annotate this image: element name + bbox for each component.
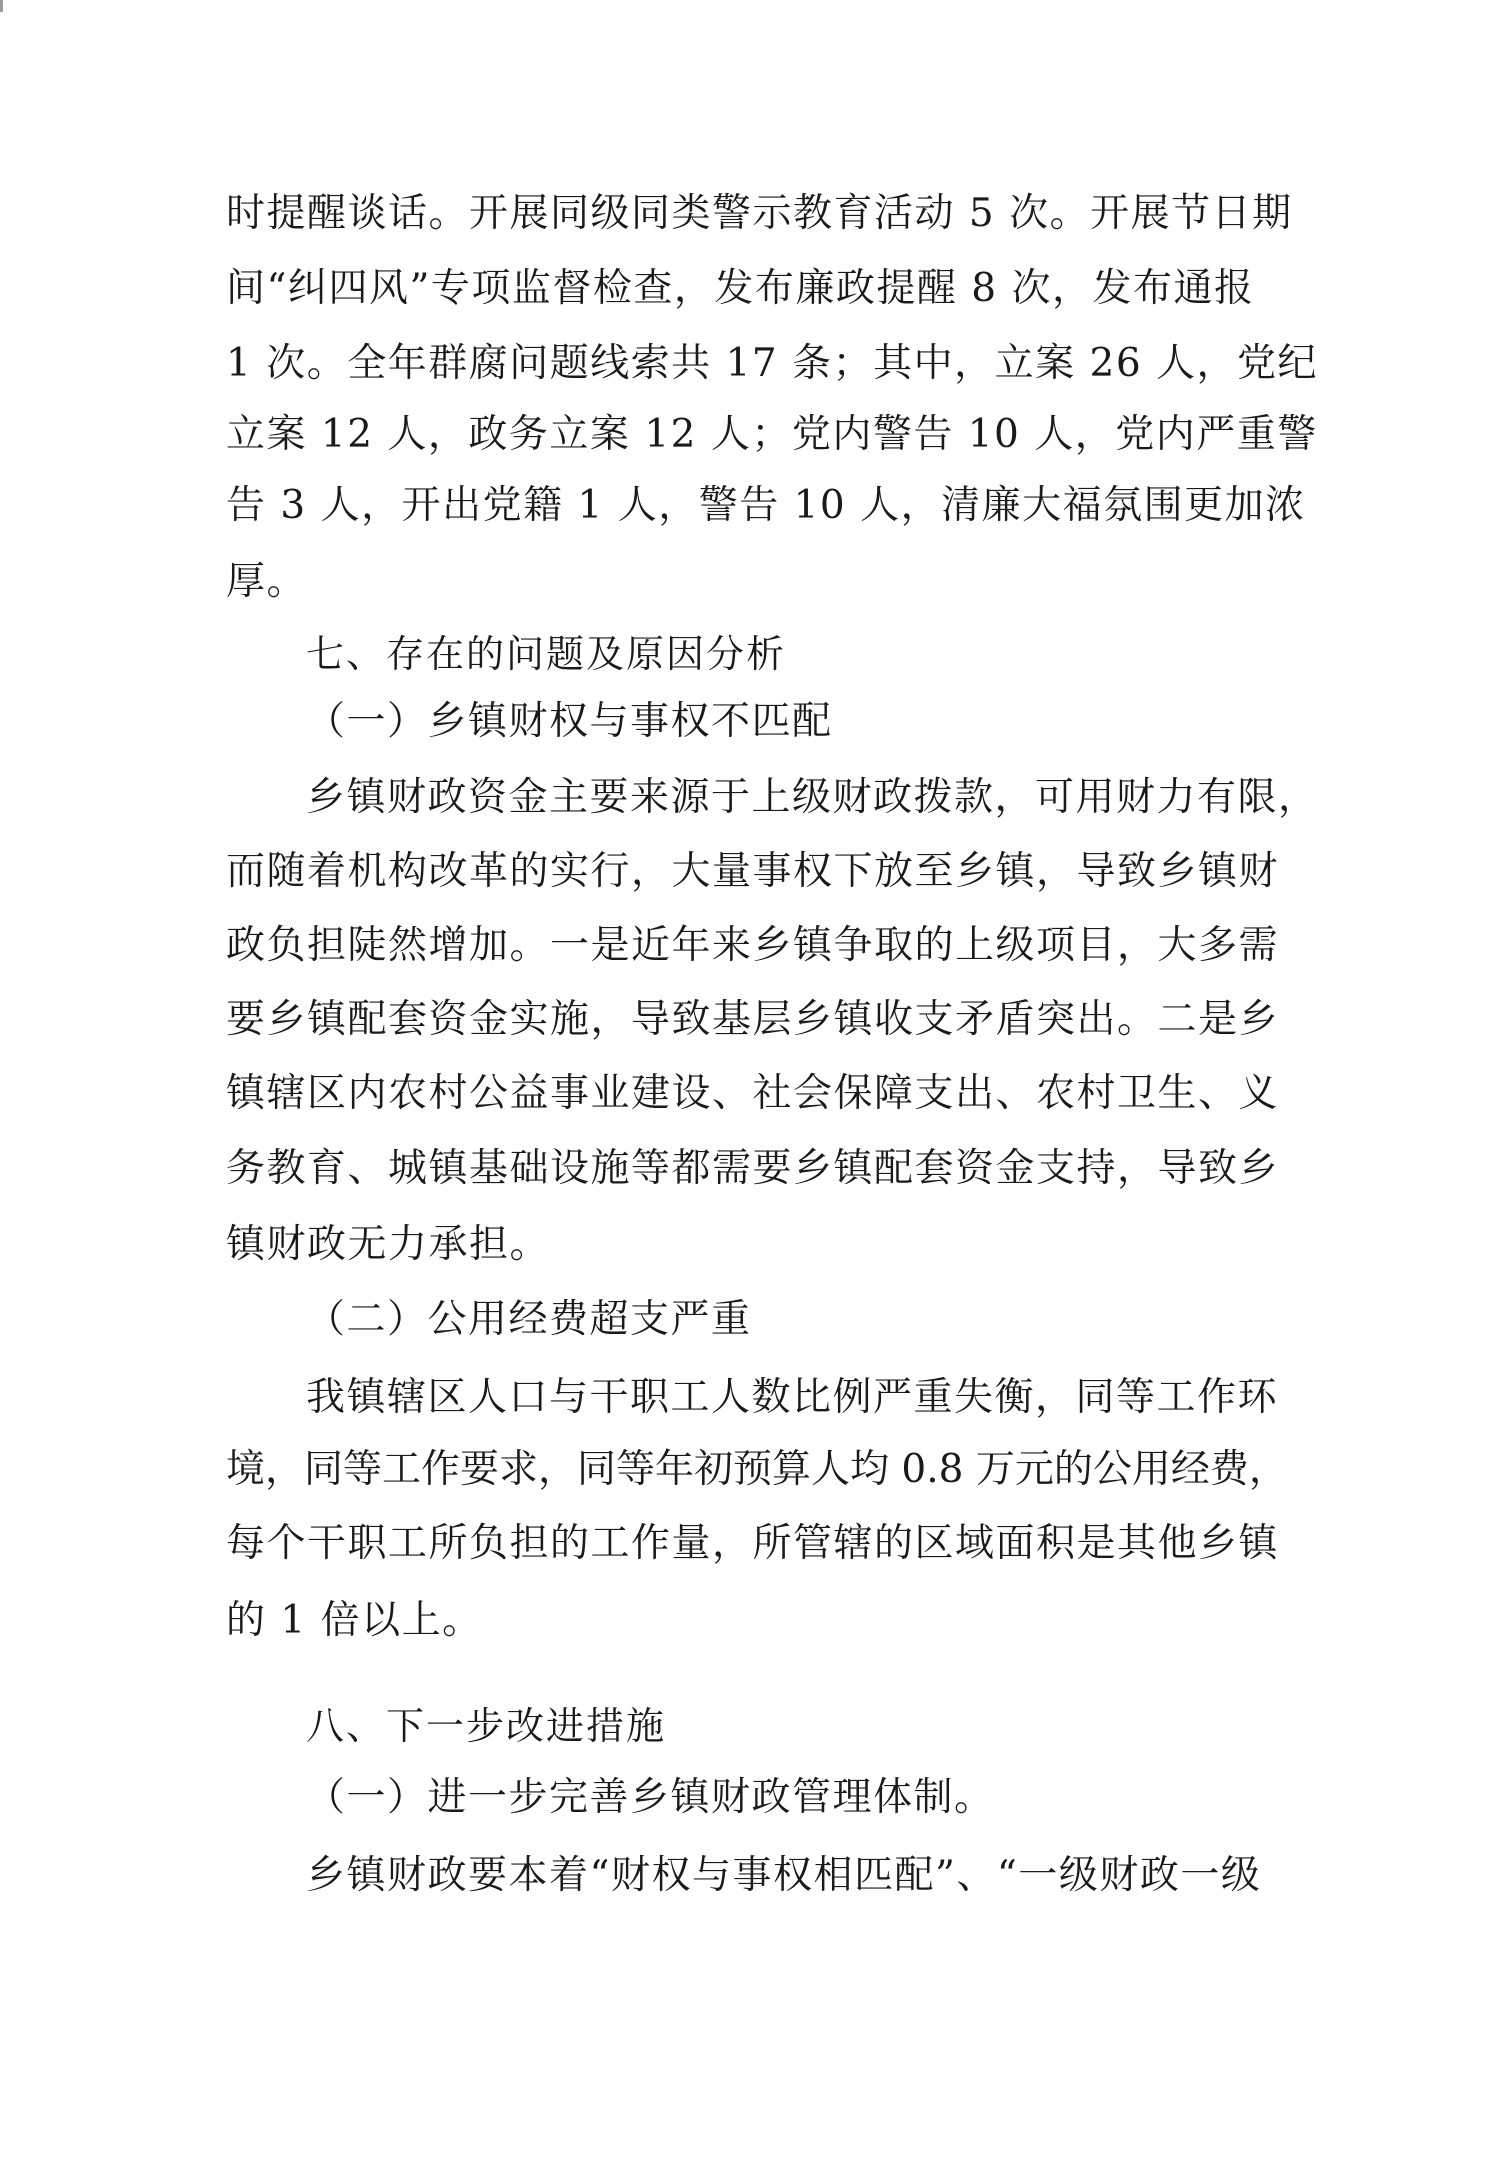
paragraph-line: 乡镇财政要本着“财权与事权相匹配”、“一级财政一级 bbox=[306, 1853, 1262, 1898]
paragraph-line: 镇财政无力承担。 bbox=[226, 1222, 551, 1267]
paragraph-line: 我镇辖区人口与干职工人数比例严重失衡，同等工作环 bbox=[306, 1375, 1279, 1420]
paragraph-line: 要乡镇配套资金实施，导致基层乡镇收支矛盾突出。二是乡 bbox=[226, 997, 1280, 1042]
paragraph-line: 每个干职工所负担的工作量，所管辖的区域面积是其他乡镇 bbox=[226, 1521, 1280, 1566]
paragraph-line: 政负担陡然增加。一是近年来乡镇争取的上级项目，大多需 bbox=[226, 923, 1280, 968]
paragraph-line: 务教育、城镇基础设施等都需要乡镇配套资金支持，导致乡 bbox=[226, 1146, 1280, 1191]
paragraph-line: 时提醒谈话。开展同级同类警示教育活动 5 次。开展节日期 bbox=[226, 191, 1293, 236]
paragraph-line: 境，同等工作要求，同等年初预算人均 0.8 万元的公用经费， bbox=[226, 1447, 1288, 1492]
paragraph-line: 乡镇财政资金主要来源于上级财政拨款，可用财力有限， bbox=[306, 775, 1319, 820]
section-heading: 八、下一步改进措施 bbox=[306, 1704, 667, 1748]
paragraph-line: 的 1 倍以上。 bbox=[226, 1598, 483, 1643]
subsection-title: （一）进一步完善乡镇财政管理体制。 bbox=[306, 1775, 995, 1820]
paragraph-line: 镇辖区内农村公益事业建设、社会保障支出、农村卫生、义 bbox=[226, 1071, 1280, 1116]
scan-edge-mark bbox=[0, 0, 3, 12]
paragraph-line: 而随着机构改革的实行，大量事权下放至乡镇，导致乡镇财 bbox=[226, 849, 1280, 894]
paragraph-line: 告 3 人，开出党籍 1 人，警告 10 人，清廉大福氛围更加浓 bbox=[226, 483, 1306, 528]
section-heading: 七、存在的问题及原因分析 bbox=[306, 632, 787, 676]
subsection-title: （二）公用经费超支严重 bbox=[306, 1297, 752, 1342]
paragraph-line: 厚。 bbox=[226, 559, 308, 604]
paragraph-line: 1 次。全年群腐问题线索共 17 条；其中，立案 26 人，党纪 bbox=[226, 341, 1319, 386]
paragraph-line: 立案 12 人，政务立案 12 人；党内警告 10 人，党内严重警 bbox=[226, 412, 1318, 457]
paragraph-line: 间“纠四风”专项监督检查，发布廉政提醒 8 次，发布通报 bbox=[226, 266, 1255, 311]
subsection-title: （一）乡镇财权与事权不匹配 bbox=[306, 699, 833, 744]
